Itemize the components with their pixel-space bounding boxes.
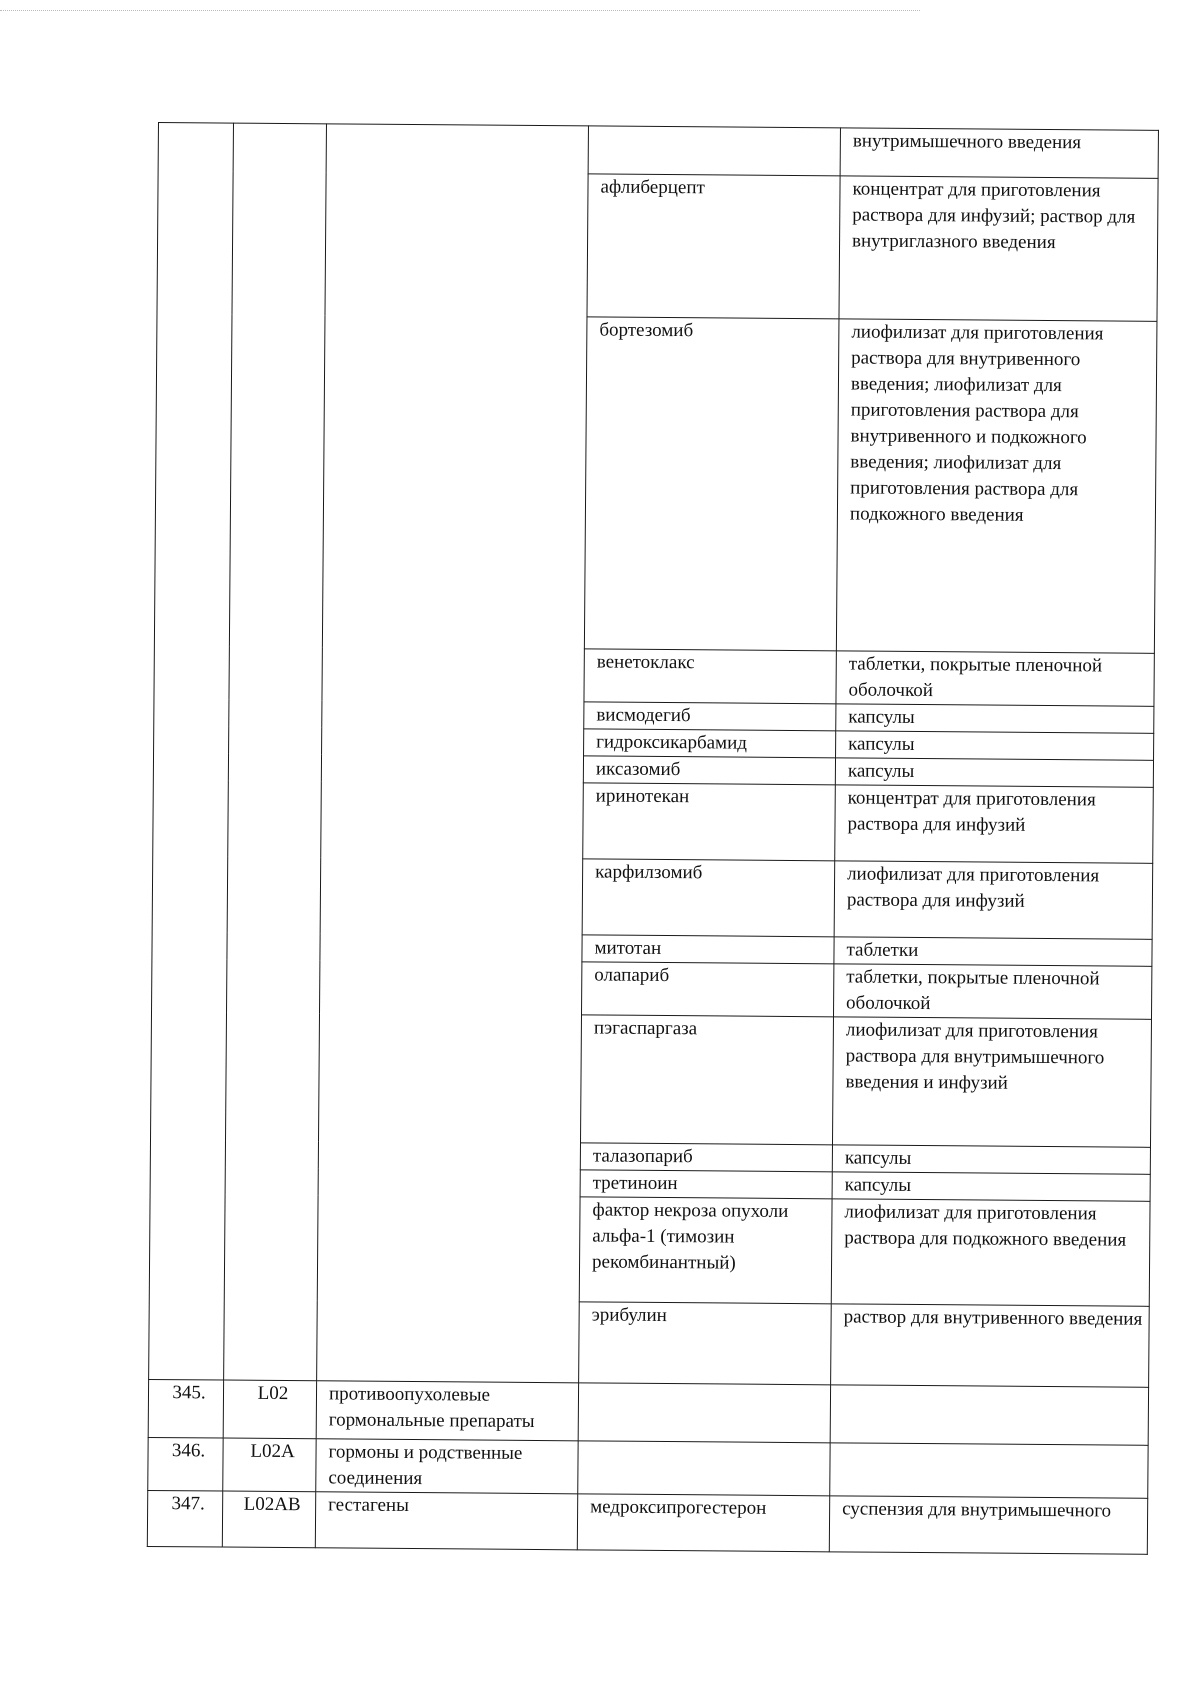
dosage-form-cell: капсулы — [835, 758, 1153, 787]
table-row — [148, 1437, 1148, 1498]
table-row — [158, 123, 1158, 179]
drug-name-cell: митотан — [582, 935, 834, 964]
table-row — [148, 1379, 1148, 1445]
group-name: гестагены — [315, 1492, 577, 1550]
drug-name-cell: олапариб — [582, 962, 834, 1017]
dosage-form-cell: капсулы — [836, 731, 1154, 760]
row-number: 345. — [148, 1379, 223, 1438]
dosage-form-cell: таблетки, покрытые пленочной оболочкой — [836, 651, 1154, 706]
dosage-form-cell: капсулы — [832, 1145, 1150, 1174]
dosage-form-cell: суспензия для внутримышечного — [829, 1496, 1147, 1554]
drug-name-cell — [588, 126, 840, 176]
group-name: противоопухолевые гормональные препараты — [316, 1381, 578, 1441]
drug-name-cell: иринотекан — [583, 783, 836, 861]
drug-name-cell: фактор некроза опухоли альфа-1 (тимозин рекомбинантный) — [579, 1197, 832, 1304]
drug-name-cell: третиноин — [580, 1170, 832, 1199]
dosage-form-cell — [830, 1385, 1148, 1445]
dosage-form-cell: концентрат для приготовления раствора для инфузий; раствор для внутриглазного введения — [839, 176, 1158, 321]
document-page — [146, 122, 1158, 1600]
drug-name-cell: карфилзомиб — [582, 859, 835, 937]
medicines-table — [147, 122, 1159, 1555]
drug-name-cell — [578, 1383, 830, 1443]
dosage-form-cell: капсулы — [832, 1172, 1150, 1201]
drug-name-cell — [578, 1441, 830, 1496]
atc-code: L02AB — [222, 1491, 315, 1548]
dosage-form-cell: таблетки, покрытые пленочной оболочкой — [833, 964, 1151, 1019]
drug-name-cell: талазопариб — [580, 1143, 832, 1172]
drug-name-cell: иксазомиб — [583, 756, 835, 785]
dosage-form-cell — [830, 1443, 1148, 1498]
drug-name-cell: пэгаспаргаза — [580, 1015, 833, 1145]
dosage-form-cell: лиофилизат для приготовления раствора для инфузий — [834, 861, 1153, 939]
drug-name-cell: медроксипрогестерон — [577, 1494, 829, 1552]
code-cell-empty — [224, 123, 327, 1381]
group-name: гормоны и родственные соединения — [316, 1439, 578, 1494]
drug-name-cell: венетоклакс — [584, 649, 836, 704]
row-number: 346. — [148, 1437, 223, 1491]
dosage-form-cell: внутримышечного введения — [840, 128, 1158, 178]
number-cell-empty — [149, 123, 234, 1381]
atc-code: L02A — [223, 1438, 316, 1492]
row-number: 347. — [147, 1490, 222, 1547]
drug-name-cell: висмодегиб — [584, 702, 836, 731]
dosage-form-cell: лиофилизат для приготовления раствора для внутримышечного введения и инфузий — [832, 1017, 1151, 1147]
drug-name-cell: бортезомиб — [584, 317, 839, 651]
drug-name-cell: гидроксикарбамид — [584, 729, 836, 758]
dosage-form-cell: раствор для внутривенного введения — [831, 1304, 1150, 1387]
drug-name-cell: афлиберцепт — [587, 174, 840, 319]
table-row — [147, 1490, 1147, 1554]
group-name-cell-empty — [317, 124, 589, 1383]
dosage-form-cell: лиофилизат для приготовления раствора для внутривенного введения; лиофилизат для приготовления раствора для внутривенного и подкожного введения; лиофилизат для приготовления раствора для подкожного введения — [836, 319, 1157, 653]
dosage-form-cell: концентрат для приготовления раствора для инфузий — [835, 785, 1154, 863]
drug-name-cell: эрибулин — [579, 1302, 832, 1385]
atc-code: L02 — [223, 1380, 316, 1439]
dosage-form-cell: лиофилизат для приготовления раствора для подкожного введения — [831, 1199, 1150, 1306]
scan-edge-line — [0, 10, 920, 11]
dosage-form-cell: капсулы — [836, 704, 1154, 733]
dosage-form-cell: таблетки — [834, 937, 1152, 966]
